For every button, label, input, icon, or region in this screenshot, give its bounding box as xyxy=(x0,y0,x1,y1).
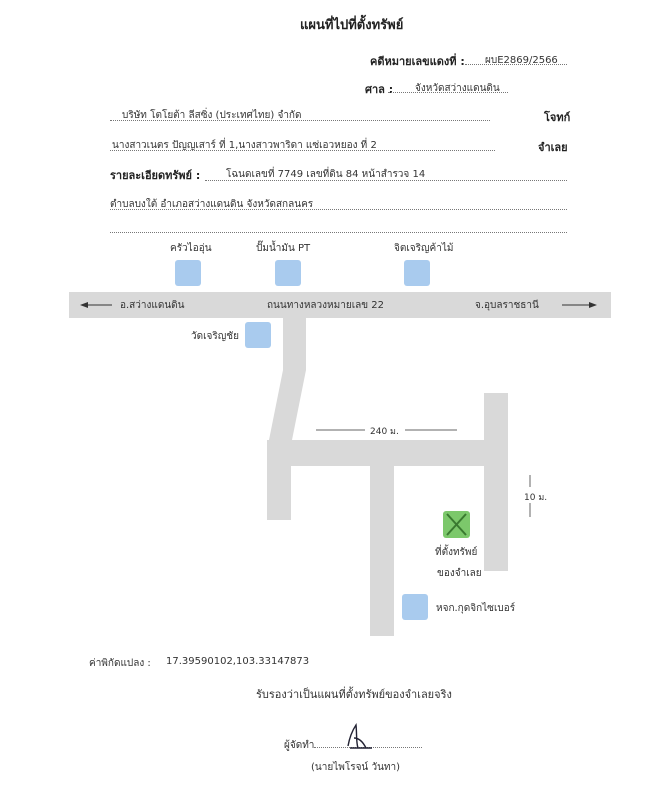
court-value: จังหวัดสว่างแดนดิน xyxy=(415,83,500,94)
road-left-label: อ.สว่างแดนดิน xyxy=(120,300,185,311)
distance-vertical-label: 10 ม. xyxy=(524,493,548,503)
property-label-line2: ของจำเลย xyxy=(437,568,482,579)
landmark-dorm-label: หจก.กุดจิกไซเบอร์ xyxy=(436,603,516,614)
landmark-store-label: จิตเจริญค้าไม้ xyxy=(394,243,454,254)
case-number-label: คดีหมายเลขแดงที่ : xyxy=(370,55,465,68)
maker-label: ผู้จัดทำ xyxy=(284,740,315,751)
location-value: ตำบลบงใต้ อำเภอสว่างแดนดิน จังหวัดสกลนคร xyxy=(110,199,314,210)
landmark-restaurant-label: ครัวไออุ่น xyxy=(170,243,212,254)
court-label: ศาล : xyxy=(365,83,394,96)
certify-text: รับรองว่าเป็นแผนที่ตั้งทรัพย์ของจำเลยจริง xyxy=(256,688,452,701)
coordinates-value: 17.39590102,103.33147873 xyxy=(166,656,310,667)
property-label: รายละเอียดทรัพย์ : xyxy=(110,169,201,182)
property-label-line1: ที่ตั้งทรัพย์ xyxy=(435,547,478,558)
coordinates-label: ค่าพิกัดแปลง : xyxy=(89,658,151,669)
plaintiff-label: โจทก์ xyxy=(544,111,571,124)
road-name-label: ถนนทางหลวงหมายเลข 22 xyxy=(267,300,384,311)
signature-stroke xyxy=(348,725,372,748)
distance-horizontal-label: 240 ม. xyxy=(370,427,399,437)
plaintiff-value: บริษัท โตโยต้า ลีสซิ่ง (ประเทศไทย) จำกัด xyxy=(122,110,302,121)
landmark-gas-station-label: ปั๊มน้ำมัน PT xyxy=(256,243,311,254)
defendant-value: นางสาวเนตร ปัญญเสาร์ ที่ 1,นางสาวพาริดา แซ่เอวหยอง ที่ 2 xyxy=(112,140,377,151)
document-title: แผนที่ไปที่ตั้งทรัพย์ xyxy=(300,18,404,33)
case-number-value: ผบE2869/2566 xyxy=(485,55,558,66)
defendant-label: จำเลย xyxy=(538,141,568,154)
property-value: โฉนดเลขที่ 7749 เลขที่ดิน 84 หน้าสำรวจ 14 xyxy=(226,169,426,180)
road-right-label: จ.อุบลราชธานี xyxy=(475,300,539,311)
maker-name: (นายไพโรจน์ วันทา) xyxy=(311,762,401,773)
landmark-temple-label: วัดเจริญชัย xyxy=(191,331,239,342)
